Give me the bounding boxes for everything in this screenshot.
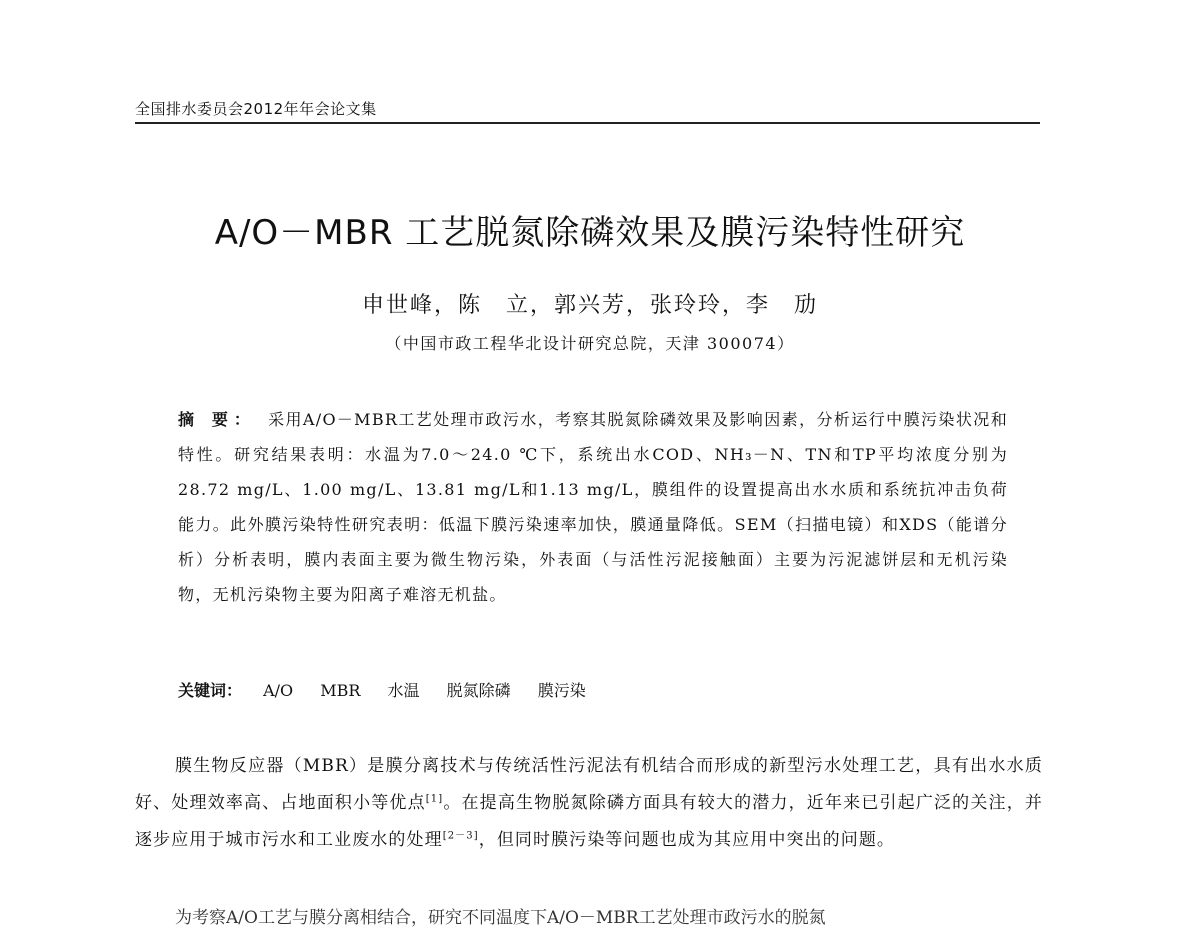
intro-text-3: ，但同时膜污染等问题也成为其应用中突出的问题。: [478, 830, 896, 850]
header-rule: [135, 122, 1040, 124]
citation-ref: [2－3]: [442, 830, 479, 842]
keyword-item: A/O: [263, 681, 294, 700]
keywords: [178, 678, 608, 701]
keyword-item: MBR: [320, 681, 361, 700]
introduction-paragraph: [135, 748, 1043, 859]
intro-text-2: 。在提高生物脱氮除磷方面具有较大的潜力，近年来已引起广泛的关注，并逐步应用于城市污水和工业废水的处理: [135, 793, 1043, 850]
keywords-label: 关键词：: [178, 681, 243, 700]
paper-title: A/O－MBR 工艺脱氮除磷效果及膜污染特性研究: [214, 213, 966, 253]
author-affiliation: （中国市政工程华北设计研究总院，天津 300074）: [385, 334, 795, 353]
intro-text-1: 膜生物反应器（MBR）是膜分离技术与传统活性污泥法有机结合而形成的新型污水处理工艺，具有出水水质好、处理效率高、占地面积小等优点: [135, 756, 1043, 813]
keyword-item: 膜污染: [537, 681, 586, 700]
running-head: 全国排水委员会2012年年会论文集: [135, 100, 377, 118]
author-list: 申世峰，陈 立，郭兴芳，张玲玲，李 劢: [361, 293, 818, 318]
keyword-item: 脱氮除磷: [446, 681, 511, 700]
abstract-label: 摘 要：: [178, 410, 257, 429]
citation-ref: [1]: [425, 793, 444, 805]
abstract-text: 采用A/O－MBR工艺处理市政污水，考察其脱氮除磷效果及影响因素，分析运行中膜污染状况和特性。研究结果表明：水温为7.0～24.0 ℃下，系统出水COD、NH₃－N、TN和TP平均浓度分别为28.72 mg/L、1.00 mg/L、13.81 mg/L和1.13 mg/L，膜组件的设置提高出水水质和系统抗冲击负荷能力。此外膜污染特性研究表明：低温下膜污染速率加快，膜通量降低。SEM（扫描电镜）和XDS（能谱分析）分析表明，膜内表面主要为微生物污染，外表面（与活性污泥接触面）主要为污泥滤饼层和无机污染物，无机污染物主要为阳离子难溶无机盐。: [178, 410, 1008, 604]
truncated-next-paragraph: 为考察A/O工艺与膜分离相结合，研究不同温度下A/O－MBR工艺处理市政污水的脱氮: [175, 908, 826, 928]
abstract: [178, 402, 1008, 612]
keyword-item: 水温: [387, 681, 420, 700]
